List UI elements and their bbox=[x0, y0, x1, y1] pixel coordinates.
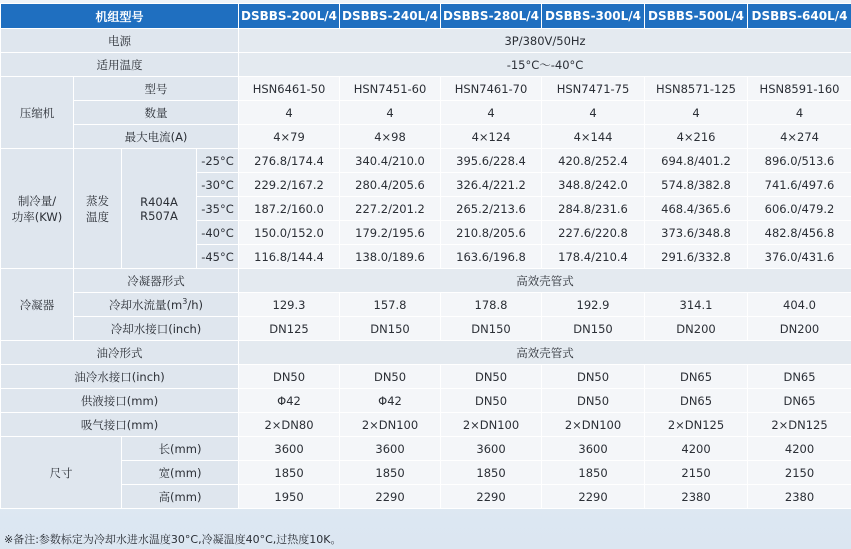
condenser-port-cell: DN200 bbox=[645, 317, 748, 341]
suction-port-cell: 2×DN100 bbox=[542, 413, 645, 437]
oil-port-cell: DN50 bbox=[340, 365, 441, 389]
cooling-cell: 420.8/252.4 bbox=[542, 149, 645, 173]
compressor-model-cell: HSN7461-70 bbox=[441, 77, 542, 101]
compressor-label: 压缩机 bbox=[1, 77, 74, 149]
model-header: DSBBS-640L/4 bbox=[748, 4, 851, 29]
cooling-cell: 291.6/332.8 bbox=[645, 245, 748, 269]
cooling-cell: 468.4/365.6 bbox=[645, 197, 748, 221]
flow-label-post: /h) bbox=[187, 297, 203, 312]
compressor-qty-cell: 4 bbox=[239, 101, 340, 125]
compressor-current-cell: 4×79 bbox=[239, 125, 340, 149]
compressor-qty-cell: 4 bbox=[441, 101, 542, 125]
temp-range-value: -15°C〜-40°C bbox=[239, 53, 851, 77]
condenser-port-cell: DN150 bbox=[340, 317, 441, 341]
cooling-cell: 138.0/189.6 bbox=[340, 245, 441, 269]
condenser-port-label: 冷却水接口(inch) bbox=[74, 317, 239, 341]
condenser-type-label: 冷凝器形式 bbox=[74, 269, 239, 293]
suction-port-cell: 2×DN125 bbox=[645, 413, 748, 437]
size-width-cell: 1850 bbox=[340, 461, 441, 485]
condenser-flow-cell: 178.8 bbox=[441, 293, 542, 317]
cooling-cell: 376.0/431.6 bbox=[748, 245, 851, 269]
condenser-flow-cell: 192.9 bbox=[542, 293, 645, 317]
suction-port-cell: 2×DN100 bbox=[340, 413, 441, 437]
compressor-model-cell: HSN8571-125 bbox=[645, 77, 748, 101]
size-height-row bbox=[1, 485, 851, 509]
suction-port-cell: 2×DN80 bbox=[239, 413, 340, 437]
cooling-cell: 482.8/456.8 bbox=[748, 221, 851, 245]
temp-range-row bbox=[1, 53, 851, 77]
cooling-cell: 229.2/167.2 bbox=[239, 173, 340, 197]
size-label: 尺寸 bbox=[1, 437, 122, 509]
liquid-port-cell: Φ42 bbox=[340, 389, 441, 413]
cooling-cell: 187.2/160.0 bbox=[239, 197, 340, 221]
liquid-port-row bbox=[1, 389, 851, 413]
compressor-qty-cell: 4 bbox=[542, 101, 645, 125]
evap-temp-cell: -45°C bbox=[197, 245, 239, 269]
liquid-port-cell: DN50 bbox=[542, 389, 645, 413]
size-length-cell: 4200 bbox=[748, 437, 851, 461]
evap-temp-cell: -40°C bbox=[197, 221, 239, 245]
suction-port-label: 吸气接口(mm) bbox=[1, 413, 239, 437]
oil-port-row bbox=[1, 365, 851, 389]
cooling-cell: 178.4/210.4 bbox=[542, 245, 645, 269]
cooling-capacity-label bbox=[1, 149, 74, 269]
condenser-type-row bbox=[1, 269, 851, 293]
cooling-label-line1: 制冷量/ bbox=[17, 193, 57, 208]
evap-temp-cell: -35°C bbox=[197, 197, 239, 221]
compressor-model-cell: HSN7451-60 bbox=[340, 77, 441, 101]
size-height-cell: 2290 bbox=[542, 485, 645, 509]
cooling-row bbox=[1, 149, 851, 173]
evap-temp-cell: -25°C bbox=[197, 149, 239, 173]
temp-range-label: 适用温度 bbox=[1, 53, 239, 77]
condenser-port-cell: DN150 bbox=[441, 317, 542, 341]
size-width-cell: 1850 bbox=[542, 461, 645, 485]
compressor-current-cell: 4×124 bbox=[441, 125, 542, 149]
liquid-port-cell: DN65 bbox=[748, 389, 851, 413]
header-row bbox=[1, 4, 851, 29]
size-height-cell: 1950 bbox=[239, 485, 340, 509]
liquid-port-cell: DN65 bbox=[645, 389, 748, 413]
power-label: 电源 bbox=[1, 29, 239, 53]
suction-port-row bbox=[1, 413, 851, 437]
condenser-port-cell: DN125 bbox=[239, 317, 340, 341]
compressor-current-row bbox=[1, 125, 851, 149]
cooling-cell: 227.2/201.2 bbox=[340, 197, 441, 221]
condenser-label: 冷凝器 bbox=[1, 269, 74, 341]
condenser-port-cell: DN150 bbox=[542, 317, 645, 341]
refrigerant-line2: R507A bbox=[140, 208, 178, 223]
size-width-cell: 2150 bbox=[748, 461, 851, 485]
condenser-flow-row bbox=[1, 293, 851, 317]
compressor-qty-cell: 4 bbox=[340, 101, 441, 125]
compressor-model-cell: HSN8591-160 bbox=[748, 77, 851, 101]
compressor-qty-label: 数量 bbox=[74, 101, 239, 125]
evap-temp-cell: -30°C bbox=[197, 173, 239, 197]
oil-port-label: 油冷水接口(inch) bbox=[1, 365, 239, 389]
model-header: DSBBS-200L/4 bbox=[239, 4, 340, 29]
condenser-flow-cell: 314.1 bbox=[645, 293, 748, 317]
cooling-cell: 340.4/210.0 bbox=[340, 149, 441, 173]
oil-port-cell: DN65 bbox=[645, 365, 748, 389]
cooling-cell: 163.6/196.8 bbox=[441, 245, 542, 269]
cooling-cell: 276.8/174.4 bbox=[239, 149, 340, 173]
size-width-cell: 1850 bbox=[239, 461, 340, 485]
liquid-port-cell: Φ42 bbox=[239, 389, 340, 413]
oil-type-value: 高效壳管式 bbox=[239, 341, 851, 365]
cooling-cell: 326.4/221.2 bbox=[441, 173, 542, 197]
cooling-cell: 606.0/479.2 bbox=[748, 197, 851, 221]
compressor-model-label: 型号 bbox=[74, 77, 239, 101]
model-header: DSBBS-500L/4 bbox=[645, 4, 748, 29]
size-height-label: 高(mm) bbox=[122, 485, 239, 509]
evap-label-line1: 蒸发 bbox=[86, 193, 109, 208]
compressor-qty-cell: 4 bbox=[748, 101, 851, 125]
cooling-cell: 280.4/205.6 bbox=[340, 173, 441, 197]
compressor-current-cell: 4×274 bbox=[748, 125, 851, 149]
model-header-label: 机组型号 bbox=[1, 4, 239, 29]
power-row bbox=[1, 29, 851, 53]
liquid-port-label: 供液接口(mm) bbox=[1, 389, 239, 413]
condenser-type-value: 高效壳管式 bbox=[239, 269, 851, 293]
flow-label-sup: 3 bbox=[182, 296, 188, 306]
evap-temp-label bbox=[74, 149, 122, 269]
spec-table bbox=[0, 3, 851, 509]
compressor-qty-cell: 4 bbox=[645, 101, 748, 125]
size-width-cell: 1850 bbox=[441, 461, 542, 485]
evap-label-line2: 温度 bbox=[86, 209, 109, 224]
condenser-flow-cell: 157.8 bbox=[340, 293, 441, 317]
suction-port-cell: 2×DN100 bbox=[441, 413, 542, 437]
cooling-cell: 694.8/401.2 bbox=[645, 149, 748, 173]
compressor-qty-row bbox=[1, 101, 851, 125]
size-width-label: 宽(mm) bbox=[122, 461, 239, 485]
size-length-cell: 3600 bbox=[441, 437, 542, 461]
refrigerant-line1: R404A bbox=[140, 194, 178, 209]
cooling-cell: 373.6/348.8 bbox=[645, 221, 748, 245]
liquid-port-cell: DN50 bbox=[441, 389, 542, 413]
cooling-cell: 265.2/213.6 bbox=[441, 197, 542, 221]
size-length-label: 长(mm) bbox=[122, 437, 239, 461]
cooling-cell: 284.8/231.6 bbox=[542, 197, 645, 221]
compressor-model-row bbox=[1, 77, 851, 101]
size-width-cell: 2150 bbox=[645, 461, 748, 485]
cooling-cell: 574.8/382.8 bbox=[645, 173, 748, 197]
compressor-model-cell: HSN7471-75 bbox=[542, 77, 645, 101]
oil-port-cell: DN50 bbox=[239, 365, 340, 389]
size-length-cell: 3600 bbox=[340, 437, 441, 461]
cooling-cell: 896.0/513.6 bbox=[748, 149, 851, 173]
condenser-port-cell: DN200 bbox=[748, 317, 851, 341]
size-length-cell: 4200 bbox=[645, 437, 748, 461]
condenser-flow-cell: 129.3 bbox=[239, 293, 340, 317]
footnote: ※备注:参数标定为冷却水进水温度30°C,冷凝温度40°C,过热度10K。 bbox=[4, 533, 342, 546]
cooling-cell: 395.6/228.4 bbox=[441, 149, 542, 173]
model-header: DSBBS-240L/4 bbox=[340, 4, 441, 29]
size-height-cell: 2380 bbox=[645, 485, 748, 509]
cooling-cell: 179.2/195.6 bbox=[340, 221, 441, 245]
size-width-row bbox=[1, 461, 851, 485]
power-value: 3P/380V/50Hz bbox=[239, 29, 851, 53]
cooling-cell: 227.6/220.8 bbox=[542, 221, 645, 245]
oil-port-cell: DN50 bbox=[441, 365, 542, 389]
cooling-cell: 741.6/497.6 bbox=[748, 173, 851, 197]
oil-port-cell: DN50 bbox=[542, 365, 645, 389]
condenser-flow-cell: 404.0 bbox=[748, 293, 851, 317]
oil-type-label: 油冷形式 bbox=[1, 341, 239, 365]
size-length-row bbox=[1, 437, 851, 461]
compressor-current-cell: 4×216 bbox=[645, 125, 748, 149]
oil-type-row bbox=[1, 341, 851, 365]
refrigerant-label bbox=[122, 149, 197, 269]
suction-port-cell: 2×DN125 bbox=[748, 413, 851, 437]
size-length-cell: 3600 bbox=[239, 437, 340, 461]
condenser-flow-label bbox=[74, 293, 239, 317]
model-header: DSBBS-280L/4 bbox=[441, 4, 542, 29]
cooling-cell: 150.0/152.0 bbox=[239, 221, 340, 245]
model-header: DSBBS-300L/4 bbox=[542, 4, 645, 29]
compressor-current-label: 最大电流(A) bbox=[74, 125, 239, 149]
compressor-model-cell: HSN6461-50 bbox=[239, 77, 340, 101]
size-height-cell: 2380 bbox=[748, 485, 851, 509]
cooling-label-line2: 功率(KW) bbox=[11, 209, 63, 224]
flow-label-pre: 冷却水流量(m bbox=[109, 297, 183, 312]
compressor-current-cell: 4×98 bbox=[340, 125, 441, 149]
condenser-port-row bbox=[1, 317, 851, 341]
compressor-current-cell: 4×144 bbox=[542, 125, 645, 149]
size-length-cell: 3600 bbox=[542, 437, 645, 461]
oil-port-cell: DN65 bbox=[748, 365, 851, 389]
size-height-cell: 2290 bbox=[340, 485, 441, 509]
size-height-cell: 2290 bbox=[441, 485, 542, 509]
cooling-cell: 210.8/205.6 bbox=[441, 221, 542, 245]
cooling-cell: 348.8/242.0 bbox=[542, 173, 645, 197]
cooling-cell: 116.8/144.4 bbox=[239, 245, 340, 269]
